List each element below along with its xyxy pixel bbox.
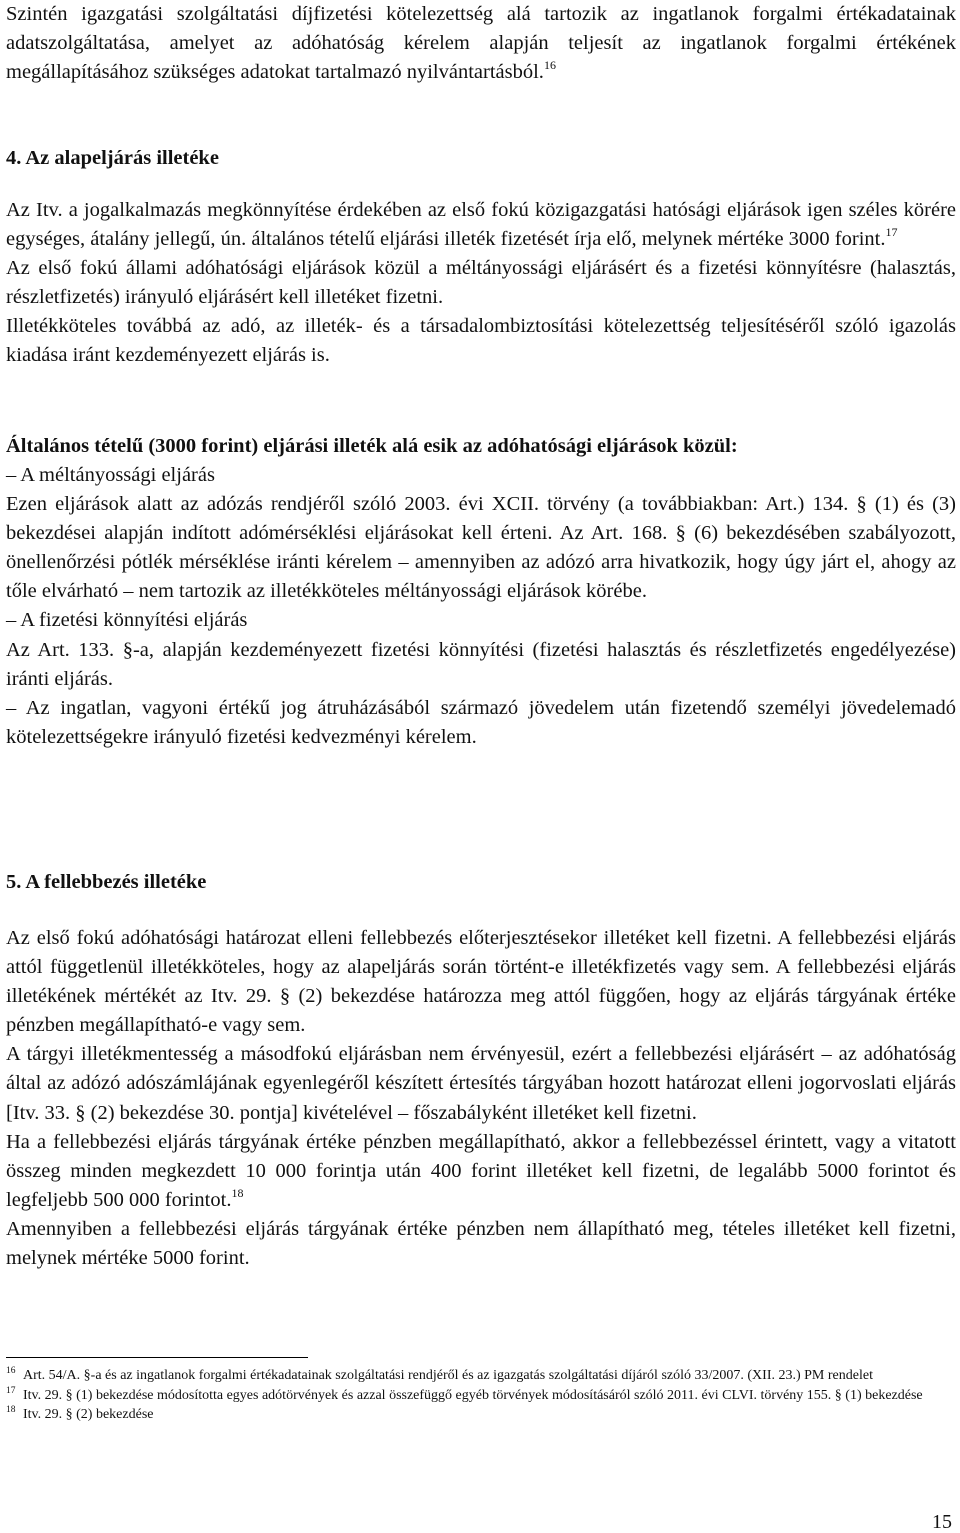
section-4-body (6, 196, 956, 371)
paragraph: Amennyiben a fellebbezési eljárás tárgyának értéke pénzben nem állapítható meg, tételes illetéket kell fizetni, melynek mértéke 5000 forint. (6, 1217, 956, 1270)
footnote-ref: 16 (543, 58, 556, 73)
list-item-text: Az Art. 133. §-a, alapján kezdeményezett fizetési könnyítési (fizetési halasztás és részletfizetés engedélyezése) iránti eljárás. (6, 638, 956, 690)
list-item-text: Ezen eljárások alatt az adózás rendjéről szóló 2003. évi XCII. törvény (a továbbiakban: Art.) 134. § (1) és (3) bekezdései alapján indított adómérséklési eljárásokat kell érteni. Az Art. 168. § (6) bekezdésében szabályozott, önellenőrzési pótlék mérséklése iránti kérelem – amennyiben az adózó arra hivatkozik, hogy úgy járt el, ahogy az tőle elvárható – nem tartozik az illetékköteles méltányossági eljárások körébe. (6, 493, 956, 603)
paragraph: Az első fokú állami adóhatósági eljárások közül a méltányossági eljárásért és a fizetési könnyítésre (halasztás, részletfizetés) irányuló eljárásért kell illetéket fizetni. (6, 257, 956, 309)
general-fee-list (6, 432, 956, 752)
paragraph-text: Az Itv. a jogalkalmazás megkönnyítése érdekében az első fokú közigazgatási hatósági eljárások igen széles körére egységes, átalány jellegű, ún. általános tételű eljárási illeték fizetését írja elő, melynek mértéke 3000 forint. (6, 199, 956, 251)
item-title: A méltányossági eljárás (20, 464, 215, 486)
footnote (6, 1405, 956, 1425)
section-5-body (6, 924, 956, 1273)
dash-bullet: – (6, 609, 17, 632)
footnote-ref: 17 (885, 225, 898, 240)
footnote-divider (6, 1357, 308, 1358)
item-text: Az ingatlan, vagyoni értékű jog átruházásából származó jövedelem után fizetendő személyi jövedelemadó kötelezettségekre irányuló fizetési kedvezményi kérelem. (6, 696, 956, 748)
paragraph-text: Ha a fellebbezési eljárás tárgyának értéke pénzben megállapítható, akkor a fellebbezéssel érintett, vagy a vitatott összeg minden megkezdett 10 000 forintja után 400 forint illetéket kell fizetni, de legalább 5000 forintot és legfeljebb 500 000 forintot. (6, 1130, 956, 1211)
list-heading: Általános tételű (3000 forint) eljárási illeték alá esik az adóhatósági eljárások közül: (6, 435, 738, 457)
footnote-number: 16 (6, 1366, 16, 1376)
footnote (6, 1386, 956, 1406)
footnote-ref: 18 (231, 1185, 244, 1200)
document-page (6, 0, 956, 1533)
section-heading: 5. A fellebbezés illetéke (6, 871, 207, 893)
paragraph: Az első fokú adóhatósági határozat elleni fellebbezés előterjesztésekor illetéket kell fizetni. A fellebbezési eljárás attól függetlenül illetékköteles, hogy az alapeljárás során történt-e illetékfizetés vagy sem. A fellebbezési eljárás illetékének mértékét az Itv. 29. § (2) bekezdése határozza meg attól függően, hogy az eljárás tárgyának értéke pénzben megállapítható-e vagy sem. (6, 927, 956, 1037)
paragraph (6, 1128, 956, 1215)
dash-bullet: – (6, 696, 17, 719)
paragraph: A tárgyi illetékmentesség a másodfokú eljárásban nem érvényesül, ezért a fellebbezési eljárásért – az adóhatóság által az adózó adószámlájának egyenlegéről készített értesítés tárgyában hozott határozat elleni jogorvoslati eljárás [Itv. 33. § (2) bekezdése 30. pontja] kivételével – főszabályként illetéket kell fizetni. (6, 1043, 956, 1124)
intro-paragraph (6, 0, 956, 87)
footnote-number: 17 (6, 1385, 16, 1396)
footnote-text: Art. 54/A. §-a és az ingatlanok forgalmi értékadatainak szolgáltatási rendjéről és az igazgatás szolgáltatási díjáról szóló 33/2007. (XII. 23.) PM rendelet (23, 1368, 873, 1383)
footnote-number: 18 (6, 1405, 16, 1415)
dash-bullet: – (6, 464, 17, 486)
paragraph: Illetékköteles továbbá az adó, az illeték- és a társadalombiztosítási kötelezettség teljesítéséről szóló igazolás kiadása iránt kezdeményezett eljárás is. (6, 315, 956, 367)
paragraph (6, 196, 956, 254)
intro-text: Szintén igazgatási szolgáltatási díjfizetési kötelezettség alá tartozik az ingatlanok forgalmi értékadatainak adatszolgáltatása, amelyet az adóhatóság kérelem alapján teljesít az ingatlanok forgalmi értékének megállapításához szükséges adatokat tartalmazó nyilvántartásból. (6, 3, 956, 84)
list-item-title (6, 606, 956, 635)
item-title: A fizetési könnyítési eljárás (20, 609, 248, 632)
footnote-text: Itv. 29. § (1) bekezdése módosította egyes adótörvények és azzal összefüggő egyéb törvények módosításáról szóló 2011. évi CLVI. törvény 155. § (1) bekezdése (23, 1387, 923, 1403)
section-heading: 4. Az alapeljárás illetéke (6, 147, 219, 169)
list-item-title (6, 461, 956, 490)
footnotes (6, 1366, 956, 1425)
page-number: 15 (932, 1511, 952, 1533)
footnote-text: Itv. 29. § (2) bekezdése (23, 1407, 154, 1422)
footnote (6, 1366, 956, 1386)
list-item-text (6, 694, 956, 752)
